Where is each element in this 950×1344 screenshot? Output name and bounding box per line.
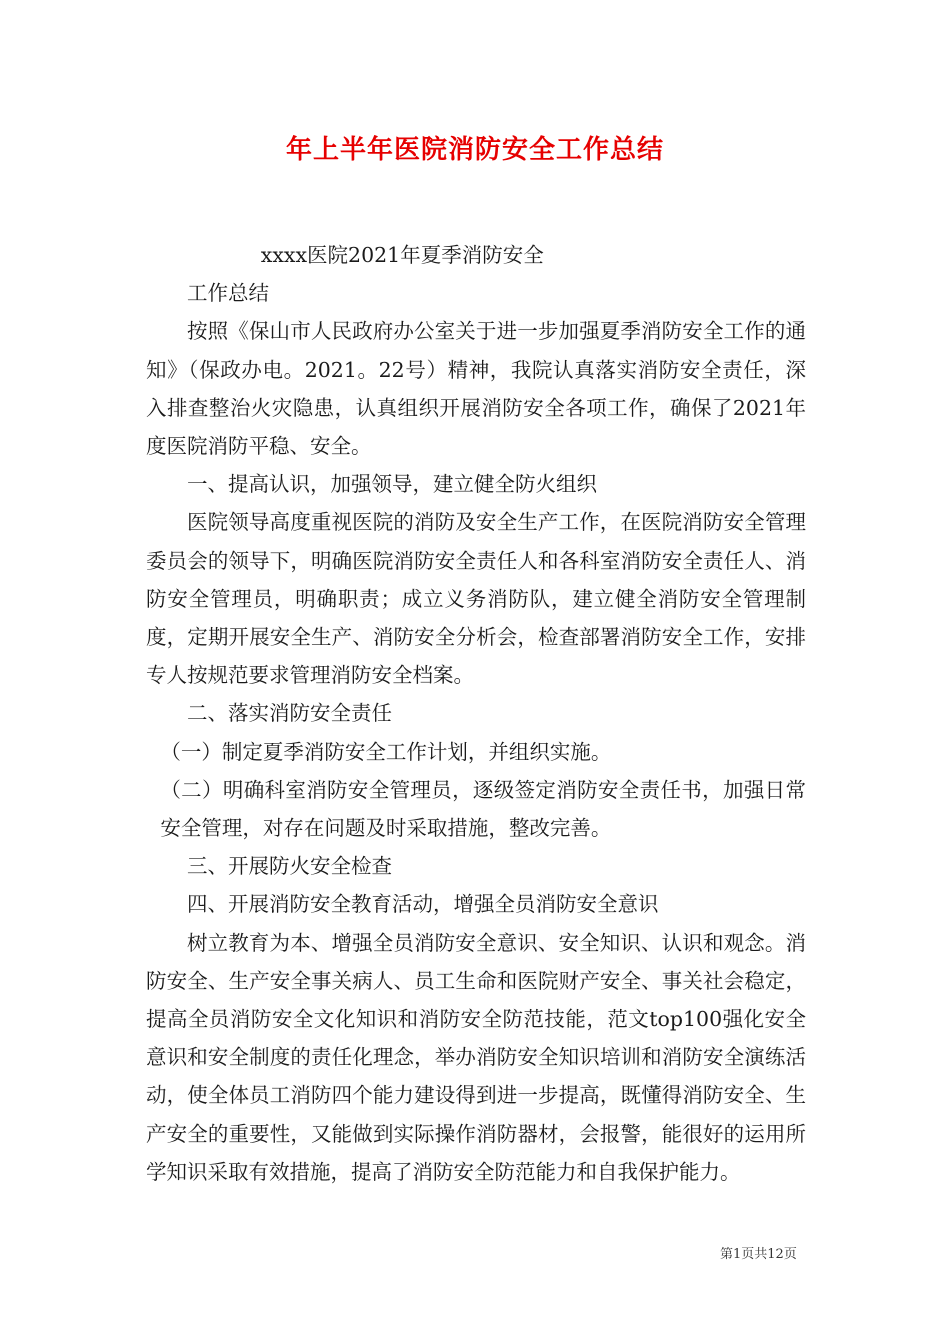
subtitle-line-2: 工作总结 — [187, 281, 269, 306]
intro-paragraph: 按照《保山市人民政府办公室关于进一步加强夏季消防安全工作的通知》（保政办电。2021。22号）精神，我院认真落实消防安全责任，深入排查整治火灾隐患，认真组织开展消防安全各项工作，确保了2021年度医院消防平稳、安全。 — [146, 319, 806, 459]
document-body — [146, 236, 806, 1191]
document-title: 年上半年医院消防安全工作总结 — [285, 135, 664, 165]
page-number: 第1页共12页 — [720, 1247, 797, 1262]
section-heading-2: 二、落实消防安全责任 — [187, 701, 392, 726]
section-heading-4: 四、开展消防安全教育活动，增强全员消防安全意识 — [187, 892, 659, 917]
section-2-item-2: （二）明确科室消防安全管理员，逐级签定消防安全责任书，加强日常安全管理，对存在问题及时采取措施，整改完善。 — [160, 777, 806, 841]
section-1-paragraph: 医院领导高度重视医院的消防及安全生产工作，在医院消防安全管理委员会的领导下，明确医院消防安全责任人和各科室消防安全责任人、消防安全管理员，明确职责；成立义务消防队，建立健全消防安全管理制度，定期开展安全生产、消防安全分析会，检查部署消防安全工作，安排专人按规范要求管理消防安全档案。 — [146, 510, 806, 688]
subtitle-line-1: xxxx医院2021年夏季消防安全 — [260, 243, 544, 267]
section-4-paragraph: 树立教育为本、增强全员消防安全意识、安全知识、认识和观念。消防安全、生产安全事关病人、员工生命和医院财产安全、事关社会稳定，提高全员消防安全文化知识和消防安全防范技能，范文top100强化安全意识和安全制度的责任化理念，举办消防安全知识培训和消防安全演练活动，使全体员工消防四个能力建设得到进一步提高，既懂得消防安全、生产安全的重要性，又能做到实际操作消防器材，会报警，能很好的运用所学知识采取有效措施，提高了消防安全防范能力和自我保护能力。 — [146, 930, 806, 1184]
section-heading-3: 三、开展防火安全检查 — [187, 854, 392, 879]
section-heading-1: 一、提高认识，加强领导，建立健全防火组织 — [187, 472, 597, 497]
section-2-item-1: （一）制定夏季消防安全工作计划，并组织实施。 — [160, 739, 612, 764]
